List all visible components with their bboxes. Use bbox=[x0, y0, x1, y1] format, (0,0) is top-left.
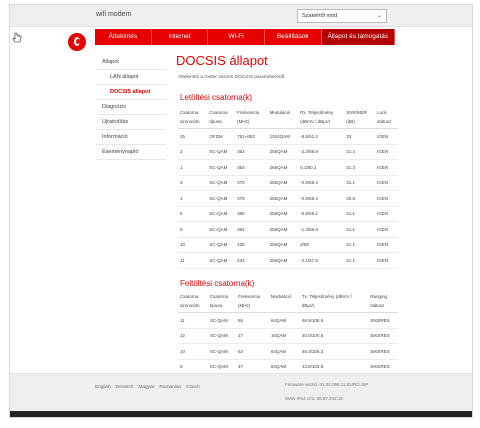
table-row bbox=[178, 160, 398, 176]
sidebar-item-restart[interactable]: Újraindítás bbox=[96, 115, 166, 130]
table-cell: 1024QAM bbox=[268, 129, 299, 145]
table-cell: SC-QAM bbox=[208, 328, 236, 344]
table-cell: -8.6/51.2 bbox=[298, 129, 344, 145]
upstream-header: Ranging státusz bbox=[368, 291, 398, 313]
table-cell: IGEN bbox=[375, 222, 398, 238]
table-row bbox=[178, 222, 398, 238]
table-cell: SC-QAM bbox=[207, 206, 235, 222]
table-cell: IGEN bbox=[375, 175, 398, 191]
table-cell: IGEN bbox=[375, 253, 398, 269]
table-cell: SC-QAM bbox=[207, 160, 235, 176]
vodafone-logo[interactable] bbox=[68, 33, 86, 51]
table-cell: 256QAM bbox=[268, 175, 299, 191]
nav-item-wifi[interactable]: Wi-Fi bbox=[208, 29, 265, 45]
upstream-table bbox=[178, 291, 398, 373]
table-cell: 31.1 bbox=[344, 175, 375, 191]
table-cell: 256QAM bbox=[268, 191, 299, 207]
upstream-header: Frekvencia (MHz) bbox=[236, 291, 269, 313]
sidebar-item-lan-status[interactable]: LAN állapot bbox=[96, 70, 166, 85]
table-cell: SC-QAM bbox=[207, 144, 235, 160]
nav-item-internet[interactable]: Internet bbox=[152, 29, 209, 45]
table-cell: 378 bbox=[235, 191, 267, 207]
language-link[interactable]: Deutsch bbox=[115, 385, 134, 390]
nav-item-status-support[interactable]: Állapot és támogatás bbox=[322, 29, 395, 45]
main-nav bbox=[95, 29, 395, 45]
table-cell: 31.1 bbox=[344, 206, 375, 222]
table-cell: 30.6 bbox=[344, 191, 375, 207]
table-cell: IGEN bbox=[375, 191, 398, 207]
table-cell: 256QAM bbox=[268, 206, 299, 222]
page-title: DOCSIS állapot bbox=[176, 53, 268, 68]
mode-select-value: Szakértői mód bbox=[302, 13, 338, 19]
table-cell: 434 bbox=[235, 253, 267, 269]
downstream-header: Moduláció bbox=[268, 107, 299, 129]
table-cell: 64QAM bbox=[269, 359, 300, 373]
scroll-fade bbox=[178, 267, 398, 275]
browser-frame bbox=[9, 4, 473, 418]
table-cell: SIKERES bbox=[368, 344, 398, 360]
table-cell: 53 bbox=[236, 344, 269, 360]
upstream-header: Moduláció bbox=[269, 291, 300, 313]
table-cell: IGEN bbox=[375, 237, 398, 253]
window-title: wifi modem bbox=[96, 11, 132, 18]
table-cell: 2/58 bbox=[298, 237, 344, 253]
table-cell: 386 bbox=[235, 206, 267, 222]
table-cell: 256QAM bbox=[268, 222, 299, 238]
table-cell: 40.5/100.5 bbox=[300, 328, 368, 344]
downstream-title: Letöltési csatorna(k) bbox=[180, 93, 253, 102]
table-cell: 16QAM bbox=[269, 328, 300, 344]
language-link[interactable]: Romanian bbox=[159, 385, 182, 390]
table-cell: -0.6/59.4 bbox=[298, 191, 344, 207]
downstream-header: SNR/MER (dB) bbox=[344, 107, 375, 129]
nav-item-settings[interactable]: Beállítások bbox=[265, 29, 322, 45]
sidebar-item-diagnosis[interactable]: Diagnózis bbox=[96, 100, 166, 115]
table-cell: SIKERES bbox=[368, 328, 398, 344]
hand-cursor-icon bbox=[12, 32, 22, 44]
table-row bbox=[178, 344, 398, 360]
table-cell: 46.5/106.5 bbox=[300, 313, 368, 329]
table-cell: 31.1 bbox=[344, 253, 375, 269]
table-row bbox=[178, 359, 398, 373]
table-row bbox=[178, 206, 398, 222]
upstream-header: Tx. Teljesítmény (dBmV / dBµV) bbox=[300, 291, 368, 313]
table-cell: 64QAM bbox=[269, 313, 300, 329]
table-cell: -0.9/59.1 bbox=[298, 206, 344, 222]
bottom-bar bbox=[10, 411, 472, 418]
table-cell: 0.1/60.1 bbox=[298, 160, 344, 176]
table-cell: 31.1 bbox=[344, 222, 375, 238]
sidebar bbox=[96, 55, 166, 160]
chevron-down-icon: ⌄ bbox=[376, 13, 382, 19]
table-row bbox=[178, 313, 398, 329]
table-cell: 33 bbox=[344, 129, 375, 145]
table-cell: 31.3 bbox=[344, 160, 375, 176]
sidebar-item-event-log[interactable]: Eseménynapló bbox=[96, 145, 166, 160]
table-cell: IGEN bbox=[375, 144, 398, 160]
table-cell: 394 bbox=[235, 222, 267, 238]
table-cell: 31.4 bbox=[344, 144, 375, 160]
downstream-header: Lock státusz bbox=[375, 107, 398, 129]
table-cell: 11 bbox=[178, 253, 207, 269]
table-cell: 10 bbox=[178, 237, 207, 253]
table-cell: SC-QAM bbox=[208, 344, 236, 360]
downstream-table-wrap[interactable] bbox=[178, 107, 398, 275]
table-cell: 256QAM bbox=[268, 253, 299, 269]
table-cell: 426 bbox=[235, 237, 267, 253]
table-cell: 354 bbox=[235, 160, 267, 176]
mode-select[interactable] bbox=[297, 9, 387, 23]
table-cell: SC-QAM bbox=[207, 237, 235, 253]
table-cell: 370 bbox=[235, 175, 267, 191]
table-row bbox=[178, 129, 398, 145]
language-link[interactable]: English bbox=[95, 385, 111, 390]
firmware-version: Firmware verzió: 01.02.068.11.EURO.SIP bbox=[285, 382, 369, 387]
language-link[interactable]: Czech bbox=[186, 385, 200, 390]
footer bbox=[10, 373, 472, 411]
table-cell: 362 bbox=[235, 144, 267, 160]
downstream-table bbox=[178, 107, 398, 269]
table-cell: SC-QAM bbox=[207, 253, 235, 269]
downstream-header: Frekvencia (MHz) bbox=[235, 107, 267, 129]
sidebar-item-docsis-status[interactable]: DOCSIS állapot bbox=[96, 85, 166, 100]
table-cell: 11 bbox=[178, 313, 208, 329]
top-bar bbox=[10, 5, 472, 27]
table-cell: 10 bbox=[178, 344, 208, 360]
downstream-header: Csatorna típusa bbox=[207, 107, 235, 129]
table-cell: 256QAM bbox=[268, 144, 299, 160]
table-cell: -0.6/59.4 bbox=[298, 175, 344, 191]
sidebar-item-status[interactable]: Állapot bbox=[96, 55, 166, 70]
table-cell: 25 bbox=[178, 129, 207, 145]
table-cell: SC-QAM bbox=[207, 175, 235, 191]
table-cell: SC-QAM bbox=[208, 313, 236, 329]
table-cell: IGEN bbox=[375, 160, 398, 176]
table-cell: SC-QAM bbox=[207, 191, 235, 207]
upstream-header: Csatorna típusa bbox=[208, 291, 236, 313]
table-cell: 256QAM bbox=[268, 237, 299, 253]
upstream-title: Feltöltési csatorna(k) bbox=[180, 279, 255, 288]
table-cell: 791~853 bbox=[235, 129, 267, 145]
table-row bbox=[178, 175, 398, 191]
language-link[interactable]: Magyar bbox=[138, 385, 155, 390]
table-row bbox=[178, 253, 398, 269]
page-subtitle: Áttekintés a router összes DOCSIS paraméteréről. bbox=[178, 75, 286, 80]
table-cell: 256QAM bbox=[268, 160, 299, 176]
table-row bbox=[178, 237, 398, 253]
sidebar-item-information[interactable]: Információ bbox=[96, 130, 166, 145]
table-cell: 45.3/105.3 bbox=[300, 344, 368, 360]
table-row bbox=[178, 328, 398, 344]
table-cell: 4 bbox=[178, 191, 207, 207]
table-cell: 12 bbox=[178, 328, 208, 344]
table-cell: 1 bbox=[178, 160, 207, 176]
table-cell: 64QAM bbox=[269, 344, 300, 360]
table-cell: 65 bbox=[236, 313, 269, 329]
table-cell: SIKERES bbox=[368, 313, 398, 329]
table-cell: 27 bbox=[236, 328, 269, 344]
table-cell: 9 bbox=[178, 222, 207, 238]
table-cell: IGEN bbox=[375, 206, 398, 222]
table-cell: 43.8/103.8 bbox=[300, 359, 368, 373]
table-cell: IGEN bbox=[375, 129, 398, 145]
table-cell: SC-QAM bbox=[208, 359, 236, 373]
table-cell: -2.2/58.8 bbox=[298, 144, 344, 160]
table-cell: 9 bbox=[178, 359, 208, 373]
downstream-header: Csatorna azonosító bbox=[178, 107, 207, 129]
table-row bbox=[178, 191, 398, 207]
table-cell: 2 bbox=[178, 144, 207, 160]
table-cell: 3 bbox=[178, 175, 207, 191]
table-cell: 5 bbox=[178, 206, 207, 222]
table-cell: SC-QAM bbox=[207, 222, 235, 238]
downstream-header: Rx. Teljesítmény (dBmV / dBµV) bbox=[298, 107, 344, 129]
table-cell: OFDM bbox=[207, 129, 235, 145]
table-cell: SIKERES bbox=[368, 359, 398, 373]
table-cell: 47 bbox=[236, 359, 269, 373]
upstream-table-wrap[interactable] bbox=[178, 291, 398, 373]
nav-item-overview[interactable]: Áttekintés bbox=[95, 29, 152, 45]
language-list bbox=[95, 385, 200, 390]
table-cell: -2.1/57.9 bbox=[298, 253, 344, 269]
wan-ip: WAN IPv4 cím: 86.87.242.15 bbox=[285, 396, 343, 401]
table-cell: -1.4/58.6 bbox=[298, 222, 344, 238]
table-cell: 31.1 bbox=[344, 237, 375, 253]
upstream-header: Csatorna azonosító bbox=[178, 291, 208, 313]
table-row bbox=[178, 144, 398, 160]
